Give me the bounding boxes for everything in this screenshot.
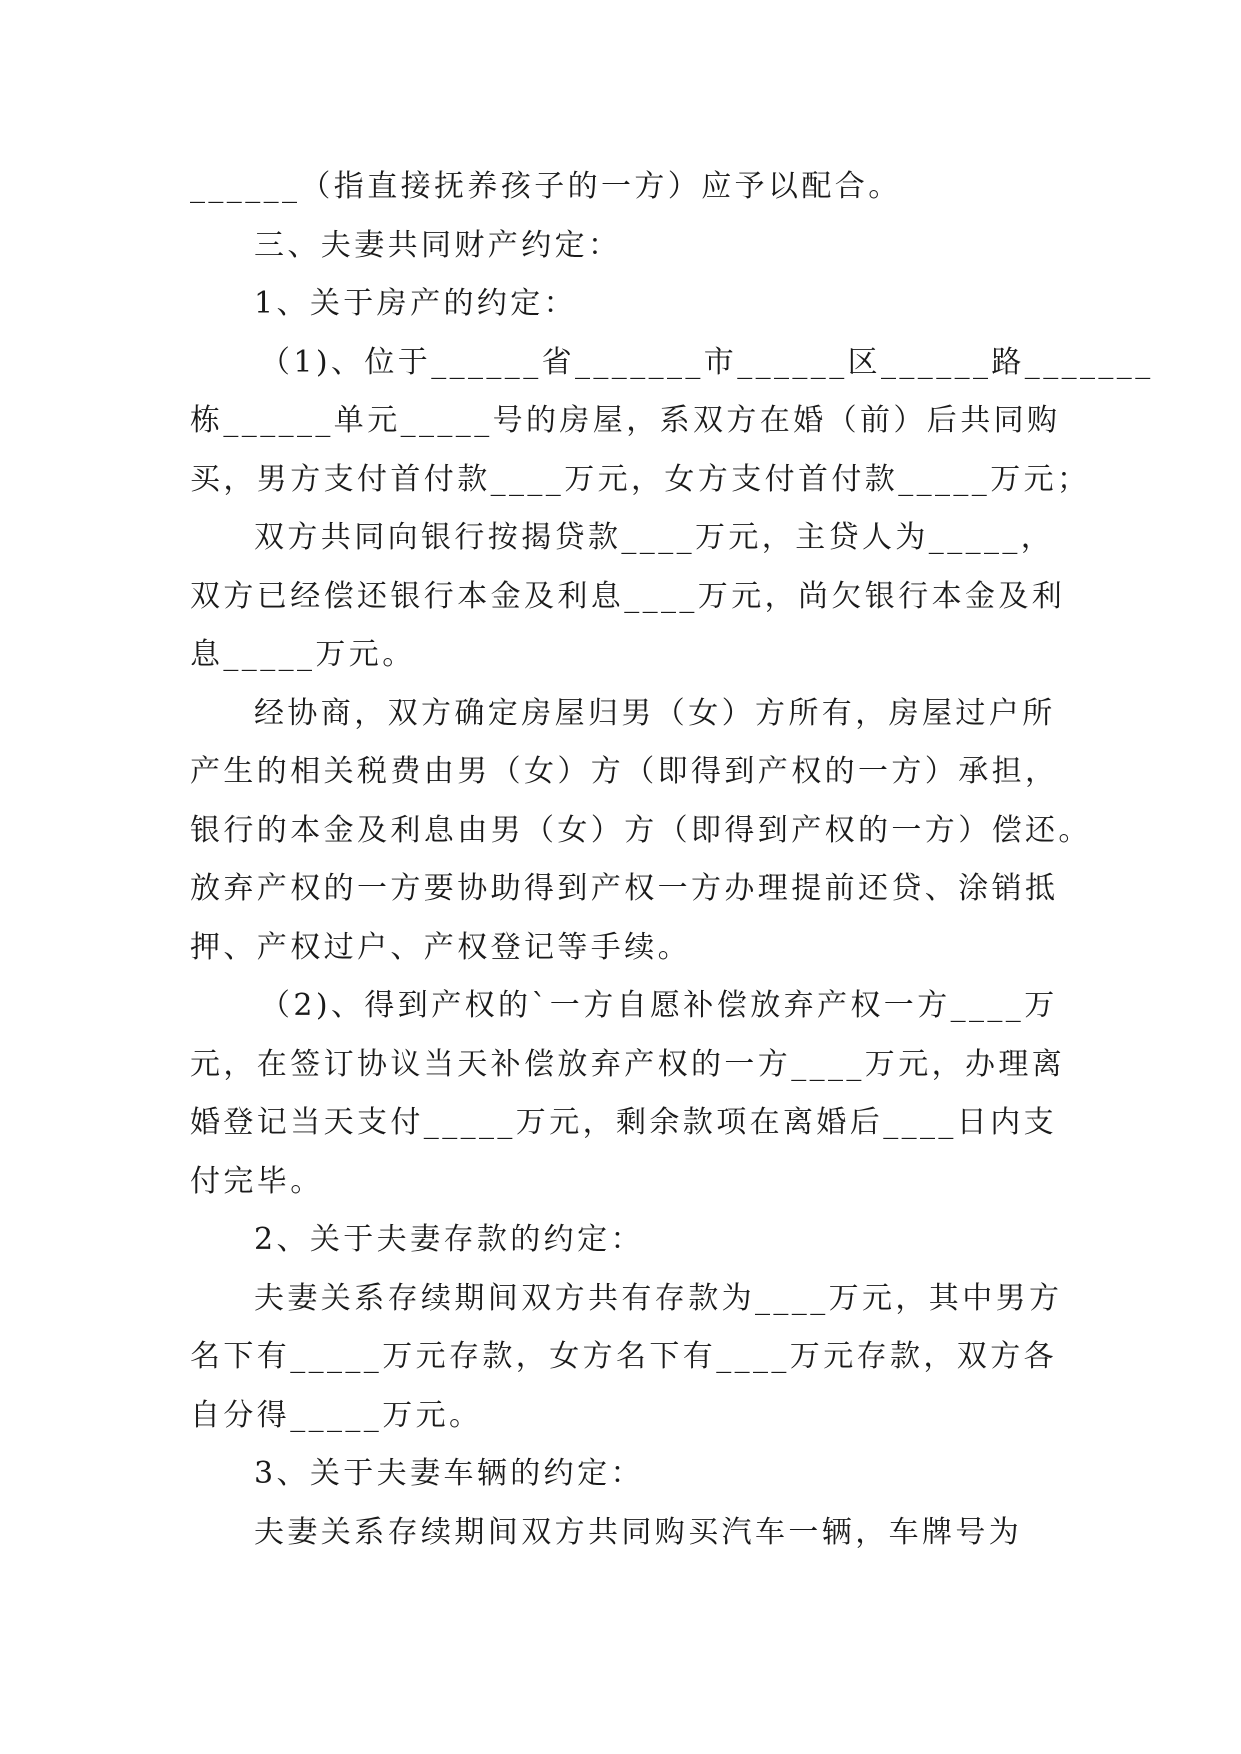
text-line: ______（指直接抚养孩子的一方）应予以配合。 xyxy=(190,169,902,204)
text-line: 夫妻关系存续期间双方共有存款为____万元，其中男方 xyxy=(254,1280,1063,1316)
text-line: （1)、位于______省_______市______区______路_______ xyxy=(260,344,1154,380)
text-line: 息_____万元。 xyxy=(190,637,416,672)
text-line: （2)、得到产权的`一方自愿补偿放弃产权一方____万 xyxy=(260,988,1058,1023)
text-line: 元，在签订协议当天补偿放弃产权的一方____万元，办理离 xyxy=(190,1046,1066,1082)
document-page xyxy=(190,162,1154,1566)
text-line: 婚登记当天支付_____万元，剩余款项在离婚后____日内支 xyxy=(190,1105,1057,1140)
text-line: 买，男方支付首付款____万元，女方支付首付款_____万元； xyxy=(190,461,1091,497)
subsection-heading: 1、关于房产的约定： xyxy=(254,286,578,321)
text-line: 双方共同向银行按揭贷款____万元，主贷人为_____， xyxy=(254,520,1055,555)
text-line: 夫妻关系存续期间双方共同购买汽车一辆，车牌号为 xyxy=(254,1514,1023,1550)
text-line: 栋______单元_____号的房屋，系双方在婚（前）后共同购 xyxy=(190,403,1061,438)
text-line: 押、产权过户、产权登记等手续。 xyxy=(190,929,691,965)
text-line: 自分得_____万元。 xyxy=(190,1397,483,1433)
text-line: 经协商，双方确定房屋归男（女）方所有，房屋过户所 xyxy=(254,695,1056,731)
text-line: 产生的相关税费由男（女）方（即得到产权的一方）承担， xyxy=(190,754,1059,789)
text-line: 银行的本金及利息由男（女）方（即得到产权的一方）偿还。 xyxy=(190,812,1092,848)
subsection-heading: 3、关于夫妻车辆的约定： xyxy=(254,1456,644,1491)
text-line: 付完毕。 xyxy=(190,1163,324,1199)
section-heading: 三、夫妻共同财产约定： xyxy=(254,227,622,263)
subsection-heading: 2、关于夫妻存款的约定： xyxy=(254,1222,644,1257)
text-line: 名下有_____万元存款，女方名下有____万元存款，双方各 xyxy=(190,1339,1057,1374)
text-line: 双方已经偿还银行本金及利息____万元，尚欠银行本金及利 xyxy=(190,578,1066,614)
text-line: 放弃产权的一方要协助得到产权一方办理提前还贷、涂销抵 xyxy=(190,871,1059,906)
